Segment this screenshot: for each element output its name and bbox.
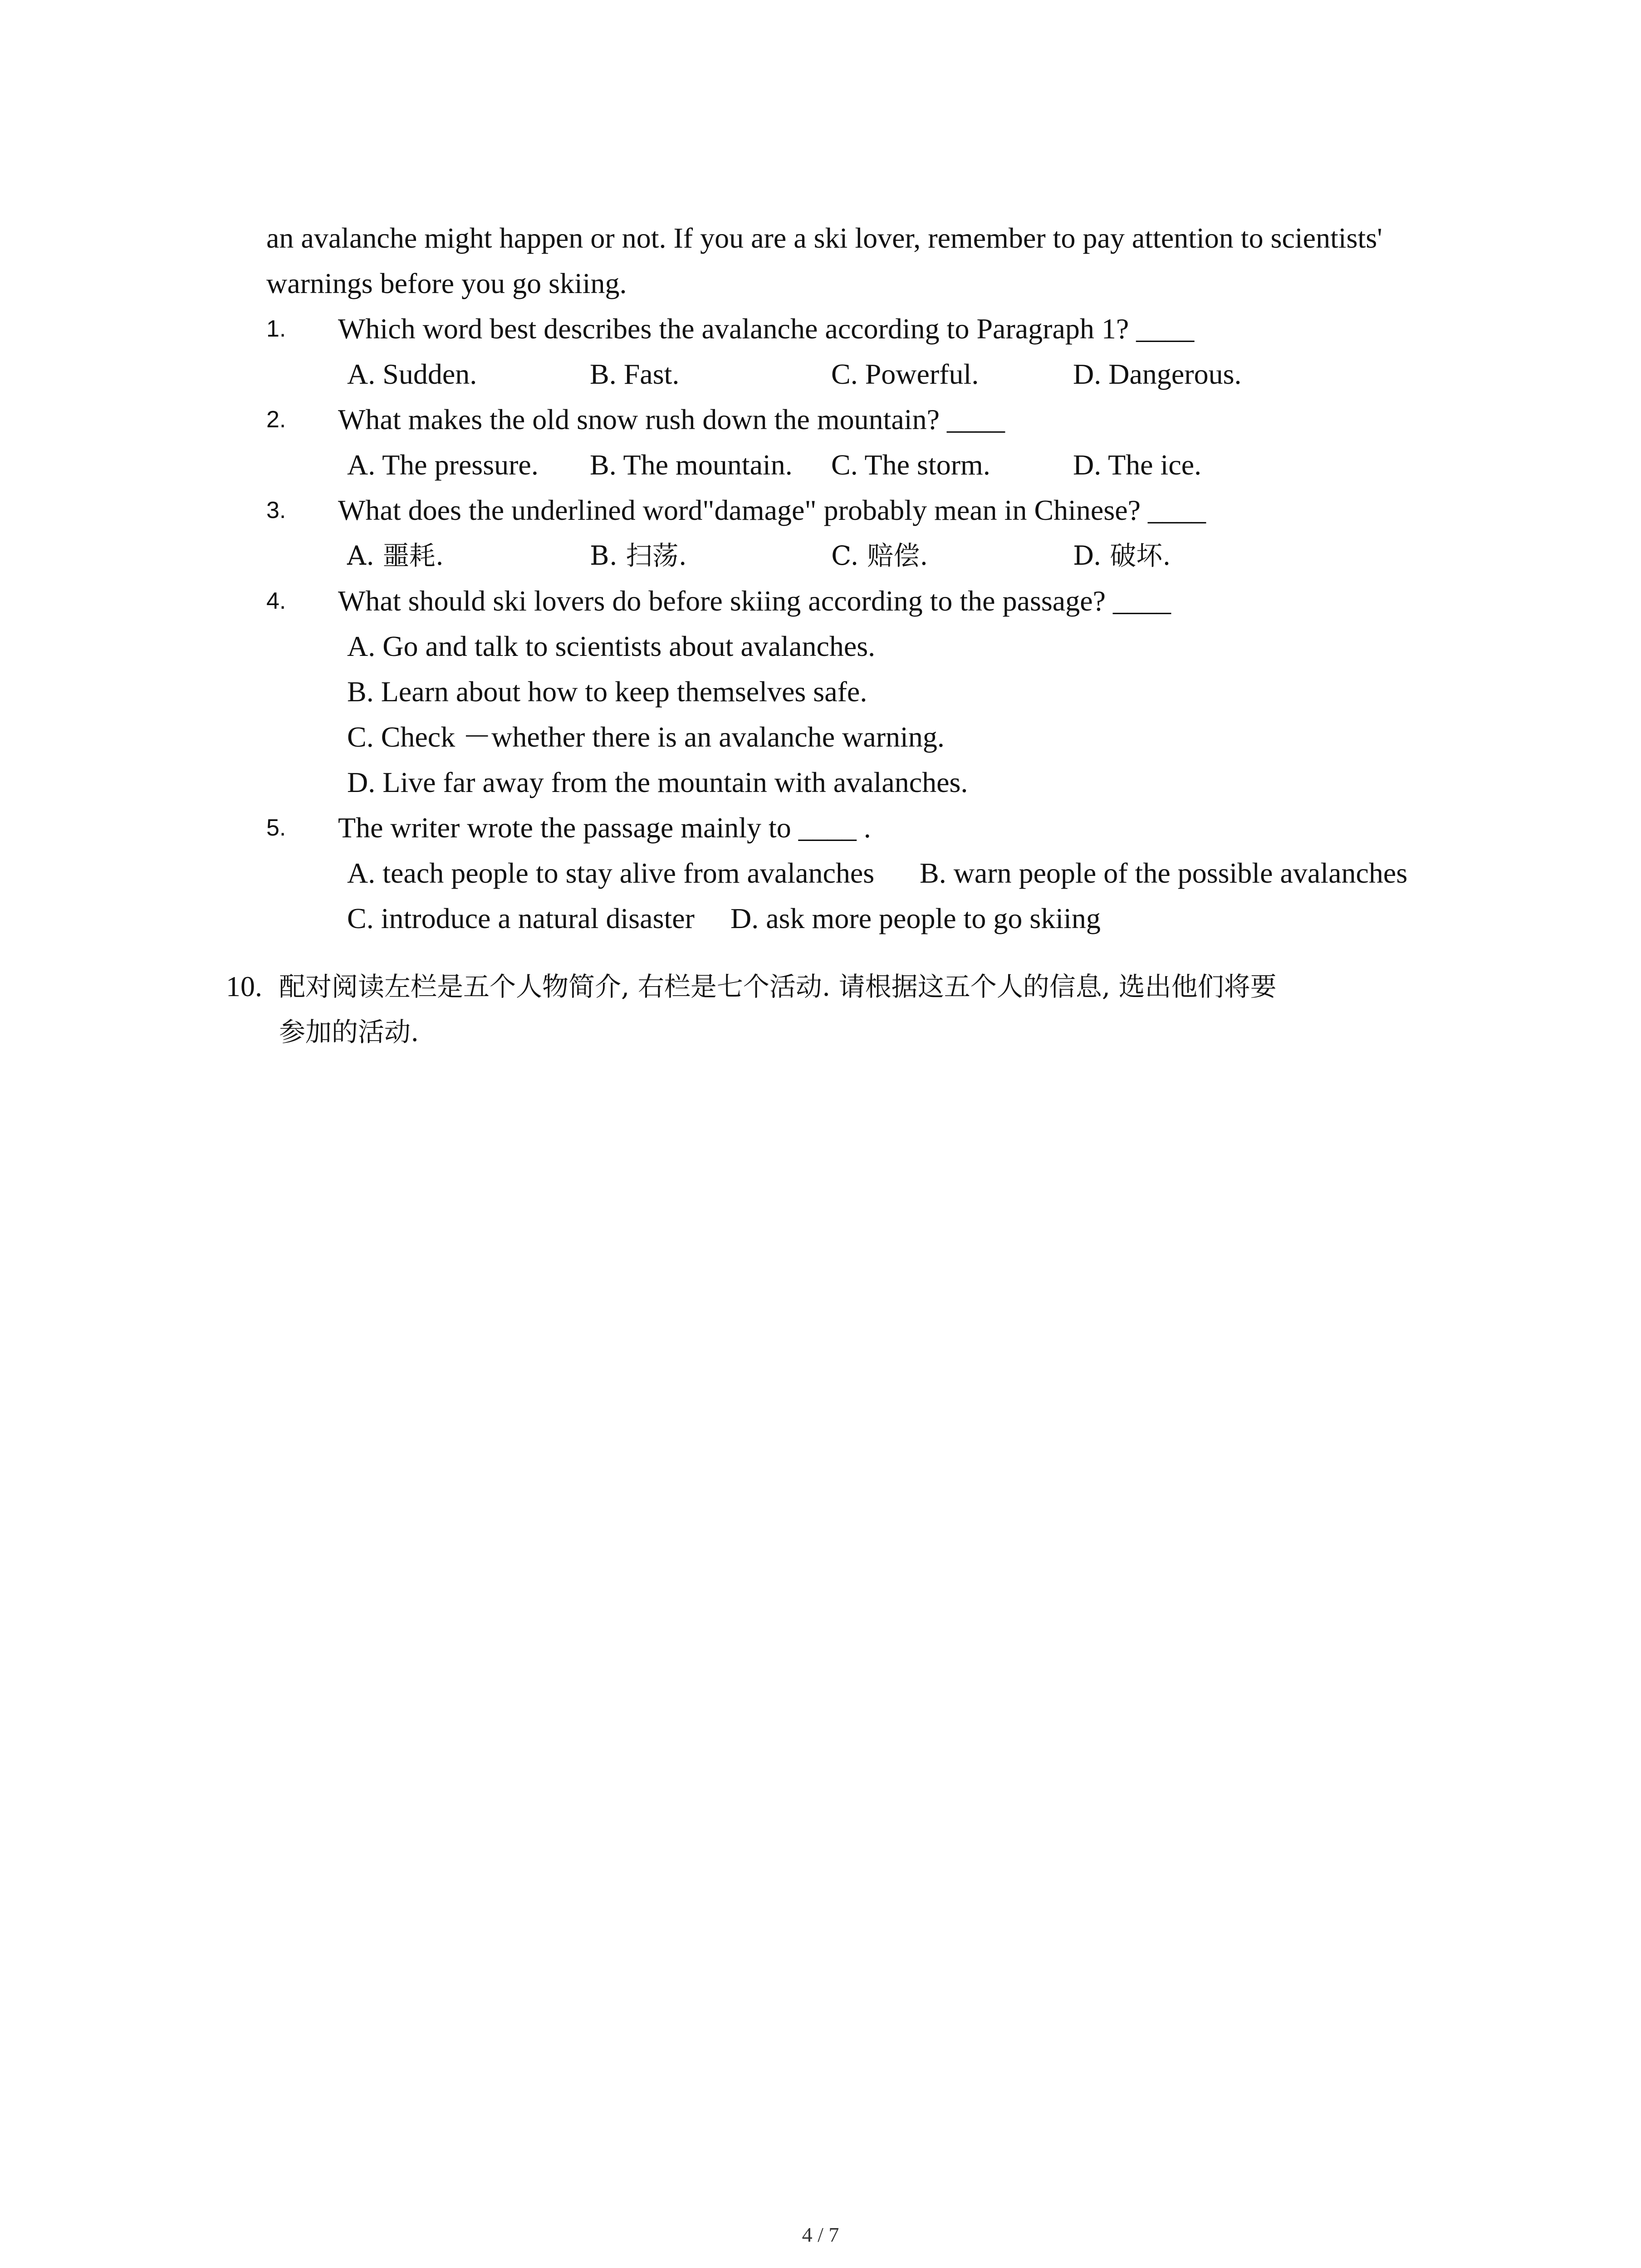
passage-line: warnings before you go skiing. bbox=[266, 267, 627, 299]
option-d: D. The ice. bbox=[1073, 449, 1202, 481]
question-number: 4. bbox=[266, 588, 286, 614]
option-d: D. 破坏. bbox=[1073, 540, 1171, 571]
section-instruction: 配对阅读左栏是五个人物简介, 右栏是七个活动. 请根据这五个人的信息, 选出他们将要 bbox=[279, 971, 1277, 1002]
option-d: D. ask more people to go skiing bbox=[730, 902, 1101, 934]
option-b: B. 扫荡. bbox=[590, 540, 687, 571]
question-text: What should ski lovers do before skiing according to the passage? ____ bbox=[338, 585, 1171, 617]
option-b: B. Learn about how to keep themselves safe. bbox=[347, 675, 867, 708]
option-a: A. The pressure. bbox=[347, 449, 539, 481]
option-a: A. teach people to stay alive from avalanches bbox=[347, 857, 875, 889]
question-number: 3. bbox=[266, 497, 286, 523]
option-b: B. The mountain. bbox=[590, 449, 793, 481]
option-b: B. Fast. bbox=[590, 358, 680, 390]
option-b: B. warn people of the possible avalanches bbox=[920, 857, 1408, 889]
option-c: C. Check －whether there is an avalanche warning. bbox=[347, 721, 945, 753]
option-a: A. Go and talk to scientists about avalanches. bbox=[347, 630, 876, 662]
question-text: Which word best describes the avalanche according to Paragraph 1? ____ bbox=[338, 313, 1195, 345]
page-number: 4 / 7 bbox=[802, 2223, 839, 2246]
option-c: C. Powerful. bbox=[831, 358, 979, 390]
question-text: The writer wrote the passage mainly to ____ . bbox=[338, 811, 871, 844]
option-a: A. Sudden. bbox=[347, 358, 477, 390]
option-a: A. 噩耗. bbox=[347, 540, 444, 571]
option-d: D. Live far away from the mountain with avalanches. bbox=[347, 766, 968, 798]
question-text: What does the underlined word"damage" probably mean in Chinese? ____ bbox=[338, 494, 1206, 526]
question-text: What makes the old snow rush down the mountain? ____ bbox=[338, 403, 1005, 435]
section-instruction: 参加的活动. bbox=[279, 1017, 419, 1047]
question-number: 5. bbox=[266, 815, 286, 841]
option-c: C. introduce a natural disaster bbox=[347, 902, 695, 934]
option-c: C. The storm. bbox=[831, 449, 990, 481]
question-number: 2. bbox=[266, 406, 286, 433]
section-number: 10. bbox=[226, 970, 262, 1002]
option-c: C. 赔偿. bbox=[831, 540, 928, 571]
passage-line: an avalanche might happen or not. If you are a ski lover, remember to pay attention to scientists' bbox=[266, 222, 1382, 254]
question-number: 1. bbox=[266, 316, 286, 342]
option-d: D. Dangerous. bbox=[1073, 358, 1242, 390]
